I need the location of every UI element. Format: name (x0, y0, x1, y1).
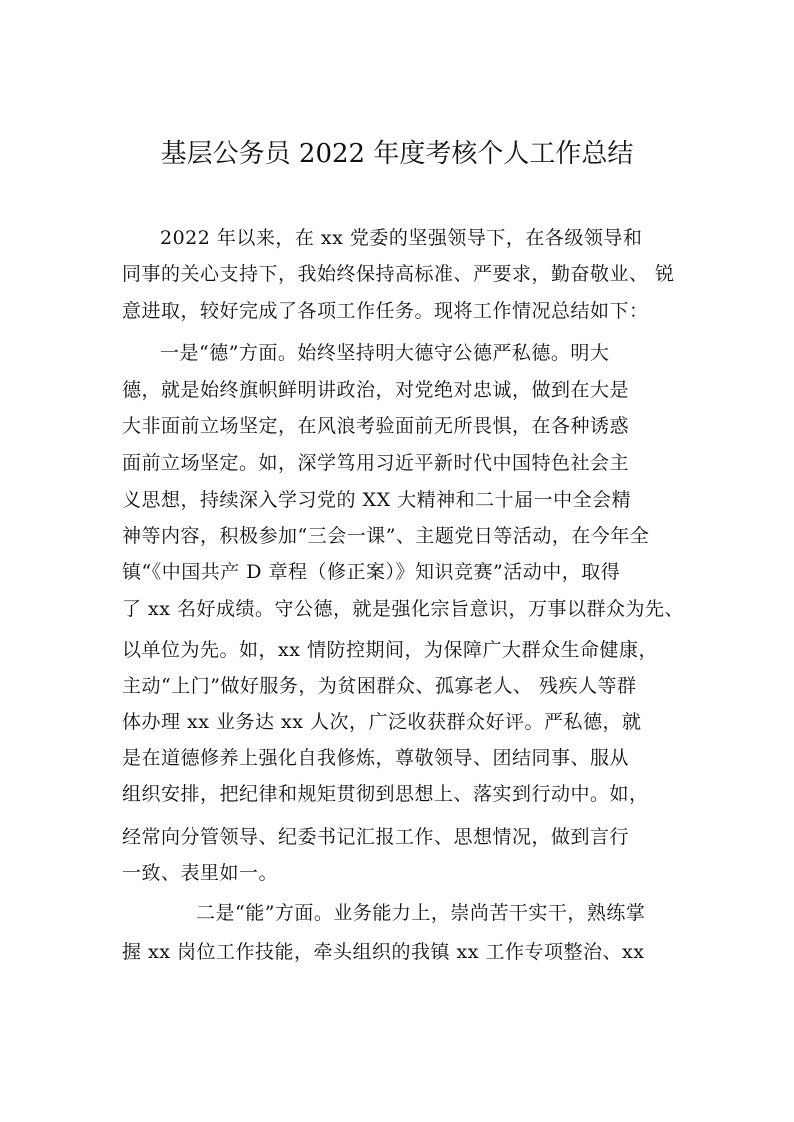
body-line-1: 2022 年以来，在 xx 党委的坚强领导下，在各级领导和 (160, 227, 643, 249)
body-line-4: 一是“德”方面。始终坚持明大德守公德严私德。明大 (160, 342, 610, 364)
body-line-11: 了 xx 名好成绩。守公德，就是强化宗旨意识，万事以群众为先、 (122, 598, 685, 620)
document-title: 基层公务员 2022 年度考核个人工作总结 (160, 139, 634, 169)
body-line-15: 是在道德修养上强化自我修炼，尊敬领导、团结同事、服从 (122, 747, 630, 769)
body-line-19: 二是“能”方面。业务能力上，崇尚苦干实干，熟练掌 (196, 902, 646, 924)
body-line-14: 体办理 xx 业务达 xx 人次，广泛收获群众好评。严私德，就 (122, 711, 642, 733)
body-line-5: 德，就是始终旗帜鲜明讲政治，对党绝对忠诚，做到在大是 (122, 379, 630, 401)
body-line-8: 义思想，持续深入学习党的 XX 大精神和二十届一中全会精 (122, 489, 632, 511)
body-line-6: 大非面前立场坚定，在风浪考验面前无所畏惧，在各种诱惑 (122, 415, 630, 437)
body-line-2: 同事的关心支持下，我始终保持高标准、严要求，勤奋敬业、 锐 (122, 263, 675, 285)
body-line-13: 主动“上门”做好服务，为贫困群众、孤寡老人、 残疾人等群 (122, 675, 637, 697)
body-line-12: 以单位为先。如，xx 情防控期间，为保障广大群众生命健康， (122, 639, 658, 661)
body-line-18: 一致、表里如一。 (122, 862, 279, 884)
body-line-17: 经常向分管领导、纪委书记汇报工作、思想情况，做到言行 (122, 826, 630, 848)
body-line-9: 神等内容，积极参加“三会一课”、主题党日等活动，在今年全 (122, 525, 650, 547)
body-line-16: 组织安排，把纪律和规矩贯彻到思想上、落实到行动中。如， (122, 783, 649, 805)
body-line-7: 面前立场坚定。如，深学笃用习近平新时代中国特色社会主 (122, 452, 630, 474)
body-line-20: 握 xx 岗位工作技能，牵头组织的我镇 xx 工作专项整治、xx (122, 941, 645, 963)
body-line-3: 意进取，较好完成了各项工作任务。现将工作情况总结如下： (122, 300, 649, 322)
body-line-10: 镇“《中国共产 D 章程（修正案）》知识竞赛”活动中，取得 (122, 561, 621, 583)
